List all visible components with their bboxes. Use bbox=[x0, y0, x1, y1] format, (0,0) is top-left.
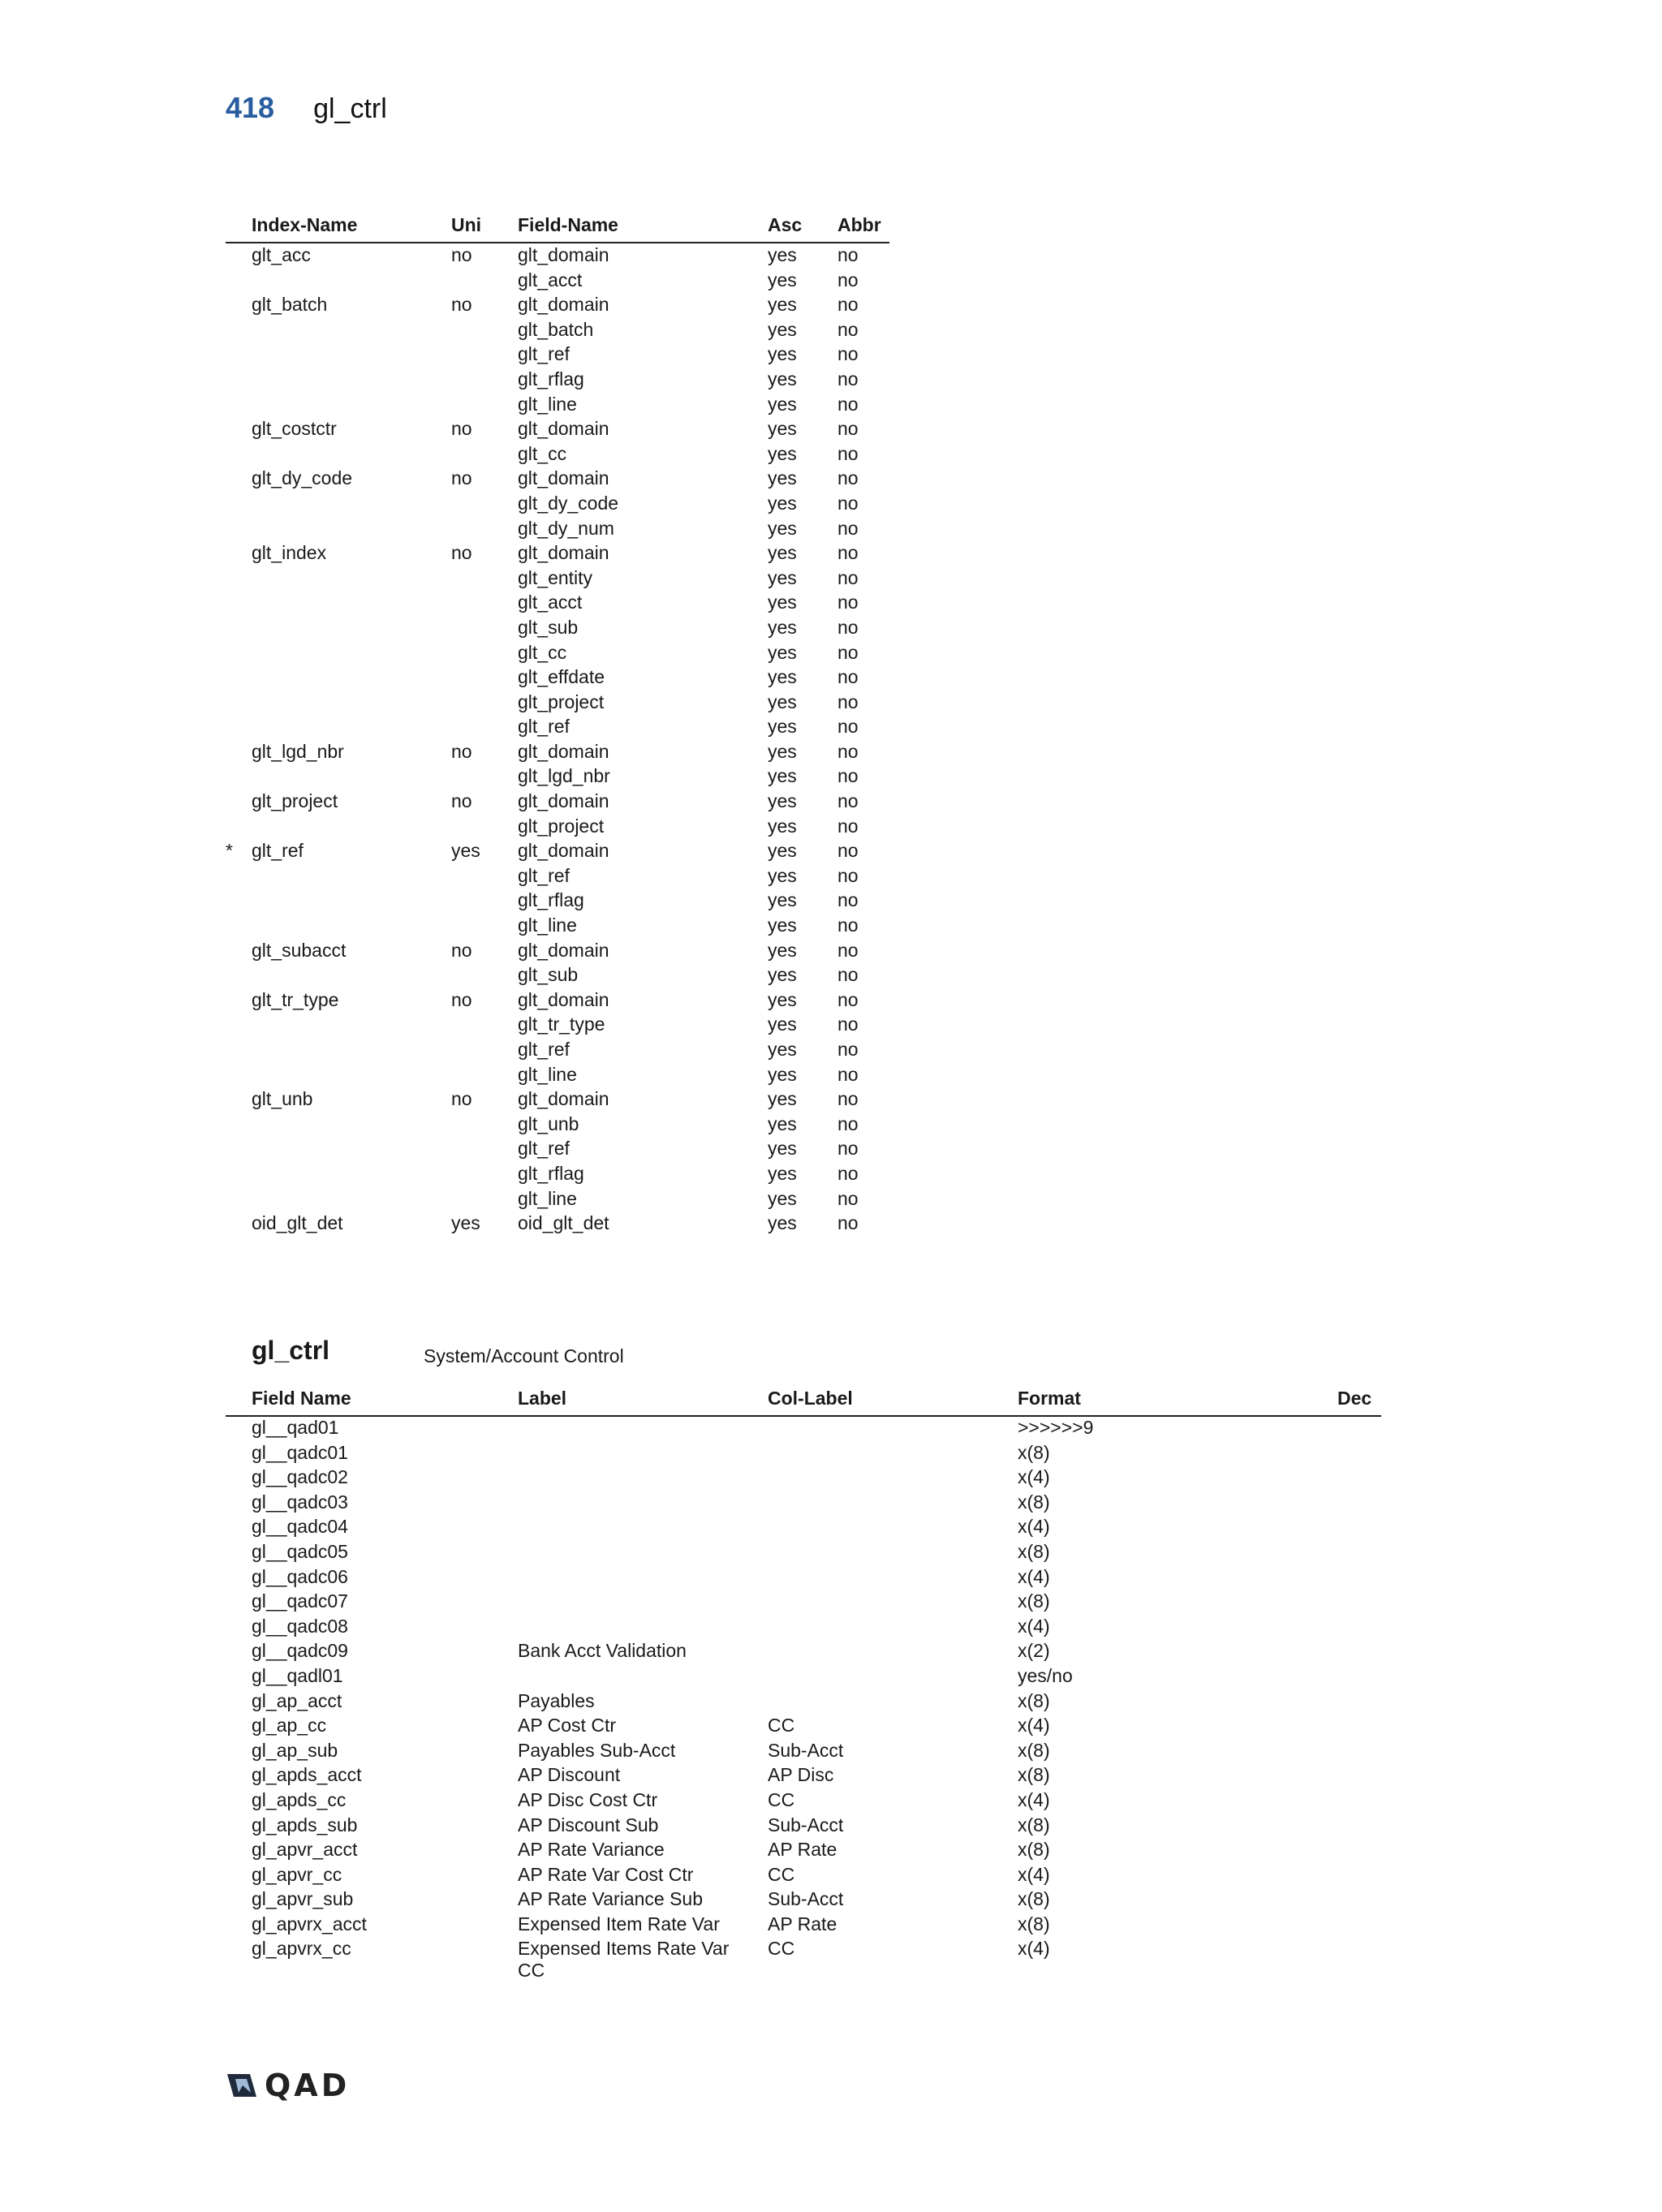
abbreviated-flag: no bbox=[837, 1212, 859, 1234]
field-name: glt_ref bbox=[518, 864, 570, 886]
table-row bbox=[226, 988, 889, 1013]
ascending-flag: yes bbox=[768, 716, 797, 738]
field-name: gl_apvr_acct bbox=[252, 1839, 358, 1861]
field-name: glt_ref bbox=[518, 343, 570, 365]
index-name: oid_glt_det bbox=[252, 1212, 343, 1234]
field-name: gl__qadc01 bbox=[252, 1441, 348, 1463]
field-format: x(8) bbox=[1018, 1540, 1050, 1562]
field-name: glt_domain bbox=[518, 840, 609, 862]
ascending-flag: yes bbox=[768, 368, 797, 389]
abbreviated-flag: no bbox=[837, 716, 859, 738]
field-name: gl_apds_cc bbox=[252, 1788, 347, 1810]
table-row bbox=[226, 1112, 889, 1138]
table-row bbox=[226, 1162, 889, 1187]
ascending-flag: yes bbox=[768, 343, 797, 365]
ascending-flag: yes bbox=[768, 592, 797, 613]
table-row bbox=[226, 1466, 1381, 1491]
abbreviated-flag: no bbox=[837, 1112, 859, 1134]
field-format: x(8) bbox=[1018, 1839, 1050, 1861]
abbreviated-flag: no bbox=[837, 666, 859, 688]
abbreviated-flag: no bbox=[837, 864, 859, 886]
ascending-flag: yes bbox=[768, 1162, 797, 1184]
table-row bbox=[226, 492, 889, 517]
field-name: glt_tr_type bbox=[518, 1013, 605, 1035]
ascending-flag: yes bbox=[768, 1088, 797, 1110]
index-table-body bbox=[226, 243, 889, 1237]
ascending-flag: yes bbox=[768, 691, 797, 712]
ascending-flag: yes bbox=[768, 1039, 797, 1060]
abbreviated-flag: no bbox=[837, 542, 859, 564]
table-row bbox=[226, 1211, 889, 1237]
unique-flag: no bbox=[451, 988, 472, 1010]
abbreviated-flag: no bbox=[837, 393, 859, 415]
field-name: glt_rflag bbox=[518, 1162, 584, 1184]
ascending-flag: yes bbox=[768, 418, 797, 440]
unique-flag: no bbox=[451, 740, 472, 762]
table-row bbox=[226, 1665, 1381, 1690]
abbreviated-flag: no bbox=[837, 418, 859, 440]
table-row bbox=[226, 566, 889, 592]
table-row bbox=[226, 1814, 1381, 1840]
abbreviated-flag: no bbox=[837, 1162, 859, 1184]
abbreviated-flag: no bbox=[837, 592, 859, 613]
field-name: glt_rflag bbox=[518, 368, 584, 389]
field-format: x(8) bbox=[1018, 1689, 1050, 1711]
abbreviated-flag: no bbox=[837, 790, 859, 812]
column-label: AP Rate bbox=[768, 1839, 837, 1861]
index-star: * bbox=[226, 840, 233, 862]
field-name: gl_ap_acct bbox=[252, 1689, 342, 1711]
table-row bbox=[226, 269, 889, 294]
field-format: x(8) bbox=[1018, 1491, 1050, 1513]
ascending-flag: yes bbox=[768, 914, 797, 936]
field-name: gl__qadl01 bbox=[252, 1664, 343, 1686]
header-field-name: Field Name bbox=[252, 1388, 351, 1409]
table-row bbox=[226, 740, 889, 765]
abbreviated-flag: no bbox=[837, 368, 859, 389]
table-row bbox=[226, 318, 889, 343]
field-name: glt_cc bbox=[518, 641, 567, 663]
table-row bbox=[226, 839, 889, 864]
field-label: Bank Acct Validation bbox=[518, 1640, 687, 1662]
index-name: glt_acc bbox=[252, 244, 311, 265]
table-row bbox=[226, 864, 889, 889]
field-name: glt_batch bbox=[518, 318, 594, 340]
field-label: Payables Sub-Acct bbox=[518, 1739, 676, 1761]
qad-logo-icon bbox=[226, 2071, 258, 2100]
table-row bbox=[226, 467, 889, 492]
field-name: glt_domain bbox=[518, 740, 609, 762]
field-name: gl__qadc09 bbox=[252, 1640, 348, 1662]
header-uni: Uni bbox=[451, 214, 482, 235]
field-name: glt_dy_num bbox=[518, 517, 614, 539]
field-name: gl_apds_sub bbox=[252, 1814, 358, 1835]
field-label: AP Discount bbox=[518, 1764, 621, 1786]
ascending-flag: yes bbox=[768, 740, 797, 762]
field-name: glt_project bbox=[518, 691, 605, 712]
abbreviated-flag: no bbox=[837, 294, 859, 316]
unique-flag: no bbox=[451, 467, 472, 489]
unique-flag: no bbox=[451, 294, 472, 316]
unique-flag: no bbox=[451, 244, 472, 265]
ascending-flag: yes bbox=[768, 666, 797, 688]
field-name: glt_domain bbox=[518, 244, 609, 265]
field-name: glt_rflag bbox=[518, 889, 584, 911]
ascending-flag: yes bbox=[768, 815, 797, 837]
column-label: AP Rate bbox=[768, 1913, 837, 1934]
table-row bbox=[226, 1715, 1381, 1740]
abbreviated-flag: no bbox=[837, 517, 859, 539]
ascending-flag: yes bbox=[768, 1212, 797, 1234]
field-name: gl__qadc04 bbox=[252, 1516, 348, 1538]
field-name: glt_acct bbox=[518, 592, 583, 613]
abbreviated-flag: no bbox=[837, 641, 859, 663]
header-format: Format bbox=[1018, 1388, 1081, 1409]
table-row bbox=[226, 293, 889, 318]
table-row bbox=[226, 517, 889, 542]
field-name: glt_dy_code bbox=[518, 492, 619, 514]
field-format: x(4) bbox=[1018, 1565, 1050, 1587]
index-name: glt_lgd_nbr bbox=[252, 740, 344, 762]
index-name: glt_subacct bbox=[252, 939, 347, 961]
field-format: x(4) bbox=[1018, 1516, 1050, 1538]
header-dec: Dec bbox=[1337, 1388, 1372, 1409]
field-name: gl__qad01 bbox=[252, 1417, 339, 1438]
field-label: AP Rate Variance Sub bbox=[518, 1888, 704, 1910]
table-row bbox=[226, 368, 889, 393]
table-row bbox=[226, 939, 889, 964]
field-name: gl_apvr_sub bbox=[252, 1888, 354, 1910]
ascending-flag: yes bbox=[768, 840, 797, 862]
abbreviated-flag: no bbox=[837, 964, 859, 986]
abbreviated-flag: no bbox=[837, 442, 859, 464]
field-name: gl_apvrx_acct bbox=[252, 1913, 367, 1934]
field-format: x(8) bbox=[1018, 1441, 1050, 1463]
table-row bbox=[226, 1013, 889, 1038]
field-format: >>>>>>9 bbox=[1018, 1417, 1094, 1438]
field-name: gl__qadc02 bbox=[252, 1466, 348, 1488]
table-row bbox=[226, 591, 889, 616]
column-label: AP Disc bbox=[768, 1764, 834, 1786]
field-table-header bbox=[226, 1386, 1381, 1417]
abbreviated-flag: no bbox=[837, 1063, 859, 1085]
abbreviated-flag: no bbox=[837, 343, 859, 365]
index-name: glt_dy_code bbox=[252, 467, 353, 489]
unique-flag: no bbox=[451, 1088, 472, 1110]
unique-flag: no bbox=[451, 939, 472, 961]
table-row bbox=[226, 243, 889, 269]
column-label: Sub-Acct bbox=[768, 1739, 844, 1761]
field-name: glt_project bbox=[518, 815, 605, 837]
ascending-flag: yes bbox=[768, 765, 797, 787]
field-name: glt_sub bbox=[518, 616, 579, 638]
table-row bbox=[226, 541, 889, 566]
ascending-flag: yes bbox=[768, 641, 797, 663]
field-name: gl__qadc05 bbox=[252, 1540, 348, 1562]
field-label: Expensed Item Rate Var bbox=[518, 1913, 720, 1934]
column-label: CC bbox=[768, 1715, 795, 1736]
field-format: x(4) bbox=[1018, 1615, 1050, 1637]
index-table bbox=[226, 213, 889, 1237]
page-number: 418 bbox=[226, 91, 275, 124]
logo-text: QAD bbox=[265, 2068, 351, 2103]
field-name: glt_line bbox=[518, 393, 577, 415]
field-format: x(8) bbox=[1018, 1764, 1050, 1786]
ascending-flag: yes bbox=[768, 492, 797, 514]
index-table-header bbox=[226, 213, 889, 243]
index-name: glt_project bbox=[252, 790, 338, 812]
field-format: x(8) bbox=[1018, 1814, 1050, 1835]
field-name: glt_lgd_nbr bbox=[518, 765, 610, 787]
ascending-flag: yes bbox=[768, 1013, 797, 1035]
ascending-flag: yes bbox=[768, 1138, 797, 1160]
ascending-flag: yes bbox=[768, 889, 797, 911]
table-row bbox=[226, 1690, 1381, 1715]
table-row bbox=[226, 715, 889, 740]
ascending-flag: yes bbox=[768, 1063, 797, 1085]
abbreviated-flag: no bbox=[837, 244, 859, 265]
table-row bbox=[226, 1616, 1381, 1641]
table-row bbox=[226, 1888, 1381, 1913]
header-abbr: Abbr bbox=[837, 214, 881, 235]
table-row bbox=[226, 1491, 1381, 1517]
field-format: x(2) bbox=[1018, 1640, 1050, 1662]
field-name: glt_ref bbox=[518, 716, 570, 738]
running-header bbox=[226, 91, 387, 131]
unique-flag: no bbox=[451, 542, 472, 564]
table-row bbox=[226, 1566, 1381, 1591]
field-format: yes/no bbox=[1018, 1664, 1073, 1686]
field-name: glt_domain bbox=[518, 467, 609, 489]
abbreviated-flag: no bbox=[837, 939, 859, 961]
field-name: glt_unb bbox=[518, 1112, 579, 1134]
abbreviated-flag: no bbox=[837, 492, 859, 514]
index-name: glt_unb bbox=[252, 1088, 313, 1110]
field-format: x(8) bbox=[1018, 1913, 1050, 1934]
abbreviated-flag: no bbox=[837, 1138, 859, 1160]
unique-flag: yes bbox=[451, 840, 480, 862]
table-row bbox=[226, 641, 889, 666]
header-asc: Asc bbox=[768, 214, 803, 235]
table-row bbox=[226, 889, 889, 914]
table-row bbox=[226, 665, 889, 691]
ascending-flag: yes bbox=[768, 988, 797, 1010]
table-row bbox=[226, 1938, 1381, 1985]
field-label: AP Discount Sub bbox=[518, 1814, 659, 1835]
field-name: glt_cc bbox=[518, 442, 567, 464]
field-name: gl_apvr_cc bbox=[252, 1863, 342, 1885]
field-name: glt_domain bbox=[518, 1088, 609, 1110]
ascending-flag: yes bbox=[768, 269, 797, 290]
table-row bbox=[226, 1839, 1381, 1864]
field-name: glt_entity bbox=[518, 566, 593, 588]
abbreviated-flag: no bbox=[837, 269, 859, 290]
field-format: x(4) bbox=[1018, 1788, 1050, 1810]
field-name: glt_domain bbox=[518, 790, 609, 812]
unique-flag: no bbox=[451, 418, 472, 440]
page-title: gl_ctrl bbox=[313, 93, 387, 124]
abbreviated-flag: no bbox=[837, 1039, 859, 1060]
abbreviated-flag: no bbox=[837, 1187, 859, 1209]
column-label: Sub-Acct bbox=[768, 1814, 844, 1835]
ascending-flag: yes bbox=[768, 244, 797, 265]
abbreviated-flag: no bbox=[837, 840, 859, 862]
ascending-flag: yes bbox=[768, 294, 797, 316]
table-row bbox=[226, 1516, 1381, 1541]
abbreviated-flag: no bbox=[837, 616, 859, 638]
field-name: gl_ap_cc bbox=[252, 1715, 327, 1736]
abbreviated-flag: no bbox=[837, 988, 859, 1010]
field-name: glt_effdate bbox=[518, 666, 605, 688]
ascending-flag: yes bbox=[768, 939, 797, 961]
field-label: AP Cost Ctr bbox=[518, 1715, 616, 1736]
field-label: AP Rate Variance bbox=[518, 1839, 665, 1861]
ascending-flag: yes bbox=[768, 790, 797, 812]
abbreviated-flag: no bbox=[837, 765, 859, 787]
field-name: glt_ref bbox=[518, 1138, 570, 1160]
field-name: glt_ref bbox=[518, 1039, 570, 1060]
ascending-flag: yes bbox=[768, 442, 797, 464]
ascending-flag: yes bbox=[768, 964, 797, 986]
field-label: Expensed Items Rate Var CC bbox=[518, 1938, 730, 1982]
field-format: x(8) bbox=[1018, 1888, 1050, 1910]
table-row bbox=[226, 1087, 889, 1112]
field-name: gl_apvrx_cc bbox=[252, 1938, 351, 1960]
table-row bbox=[226, 1590, 1381, 1616]
field-format: x(4) bbox=[1018, 1863, 1050, 1885]
table-row bbox=[226, 1740, 1381, 1765]
column-label: Sub-Acct bbox=[768, 1888, 844, 1910]
table-row bbox=[226, 914, 889, 939]
field-name: glt_acct bbox=[518, 269, 583, 290]
field-name: gl__qadc06 bbox=[252, 1565, 348, 1587]
table-row bbox=[226, 393, 889, 418]
table-row bbox=[226, 616, 889, 641]
table-row bbox=[226, 1913, 1381, 1939]
index-name: glt_index bbox=[252, 542, 327, 564]
unique-flag: yes bbox=[451, 1212, 480, 1234]
field-name: gl__qadc07 bbox=[252, 1590, 348, 1612]
field-format: x(8) bbox=[1018, 1590, 1050, 1612]
ascending-flag: yes bbox=[768, 467, 797, 489]
header-index-name: Index-Name bbox=[252, 214, 358, 235]
abbreviated-flag: no bbox=[837, 815, 859, 837]
ascending-flag: yes bbox=[768, 1187, 797, 1209]
abbreviated-flag: no bbox=[837, 691, 859, 712]
header-col-label: Col-Label bbox=[768, 1388, 853, 1409]
header-label: Label bbox=[518, 1388, 567, 1409]
field-label: AP Rate Var Cost Ctr bbox=[518, 1863, 694, 1885]
abbreviated-flag: no bbox=[837, 566, 859, 588]
section-subtitle: System/Account Control bbox=[424, 1345, 624, 1366]
field-name: glt_domain bbox=[518, 542, 609, 564]
field-name: glt_domain bbox=[518, 294, 609, 316]
table-row bbox=[226, 1640, 1381, 1665]
column-label: CC bbox=[768, 1788, 795, 1810]
table-row bbox=[226, 1063, 889, 1088]
qad-logo bbox=[226, 2068, 350, 2103]
abbreviated-flag: no bbox=[837, 1088, 859, 1110]
ascending-flag: yes bbox=[768, 616, 797, 638]
table-row bbox=[226, 1789, 1381, 1814]
table-row bbox=[226, 1137, 889, 1162]
field-name: glt_line bbox=[518, 914, 577, 936]
field-name: gl__qadc08 bbox=[252, 1615, 348, 1637]
section-title: gl_ctrl bbox=[252, 1336, 330, 1365]
table-row bbox=[226, 1417, 1381, 1442]
ascending-flag: yes bbox=[768, 864, 797, 886]
field-label: AP Disc Cost Ctr bbox=[518, 1788, 658, 1810]
table-row bbox=[226, 1764, 1381, 1789]
column-label: CC bbox=[768, 1938, 795, 1960]
ascending-flag: yes bbox=[768, 1112, 797, 1134]
index-name: glt_batch bbox=[252, 294, 328, 316]
field-format: x(8) bbox=[1018, 1739, 1050, 1761]
unique-flag: no bbox=[451, 790, 472, 812]
ascending-flag: yes bbox=[768, 517, 797, 539]
field-format: x(4) bbox=[1018, 1715, 1050, 1736]
table-row bbox=[226, 1187, 889, 1212]
abbreviated-flag: no bbox=[837, 740, 859, 762]
table-row bbox=[226, 815, 889, 840]
field-label: Payables bbox=[518, 1689, 595, 1711]
abbreviated-flag: no bbox=[837, 1013, 859, 1035]
column-label: CC bbox=[768, 1863, 795, 1885]
table-row bbox=[226, 342, 889, 368]
field-format: x(4) bbox=[1018, 1466, 1050, 1488]
abbreviated-flag: no bbox=[837, 914, 859, 936]
field-name: gl_ap_sub bbox=[252, 1739, 338, 1761]
table-row bbox=[226, 417, 889, 442]
table-row bbox=[226, 790, 889, 815]
field-name: gl__qadc03 bbox=[252, 1491, 348, 1513]
field-name: glt_domain bbox=[518, 939, 609, 961]
field-name: glt_domain bbox=[518, 418, 609, 440]
abbreviated-flag: no bbox=[837, 889, 859, 911]
field-table bbox=[226, 1386, 1381, 1985]
table-row bbox=[226, 691, 889, 716]
ascending-flag: yes bbox=[768, 393, 797, 415]
table-row bbox=[226, 1864, 1381, 1889]
ascending-flag: yes bbox=[768, 318, 797, 340]
index-name: glt_ref bbox=[252, 840, 304, 862]
field-name: glt_domain bbox=[518, 988, 609, 1010]
field-name: gl_apds_acct bbox=[252, 1764, 362, 1786]
field-table-body bbox=[226, 1417, 1381, 1985]
field-name: glt_line bbox=[518, 1063, 577, 1085]
index-name: glt_tr_type bbox=[252, 988, 339, 1010]
field-format: x(4) bbox=[1018, 1938, 1050, 1960]
ascending-flag: yes bbox=[768, 566, 797, 588]
ascending-flag: yes bbox=[768, 542, 797, 564]
field-name: oid_glt_det bbox=[518, 1212, 609, 1234]
abbreviated-flag: no bbox=[837, 467, 859, 489]
table-row bbox=[226, 963, 889, 988]
field-name: glt_line bbox=[518, 1187, 577, 1209]
header-field-name: Field-Name bbox=[518, 214, 618, 235]
table-row bbox=[226, 764, 889, 790]
field-name: glt_sub bbox=[518, 964, 579, 986]
abbreviated-flag: no bbox=[837, 318, 859, 340]
table-row bbox=[226, 1541, 1381, 1566]
table-row bbox=[226, 1038, 889, 1063]
table-row bbox=[226, 1442, 1381, 1467]
index-name: glt_costctr bbox=[252, 418, 337, 440]
table-row bbox=[226, 442, 889, 467]
